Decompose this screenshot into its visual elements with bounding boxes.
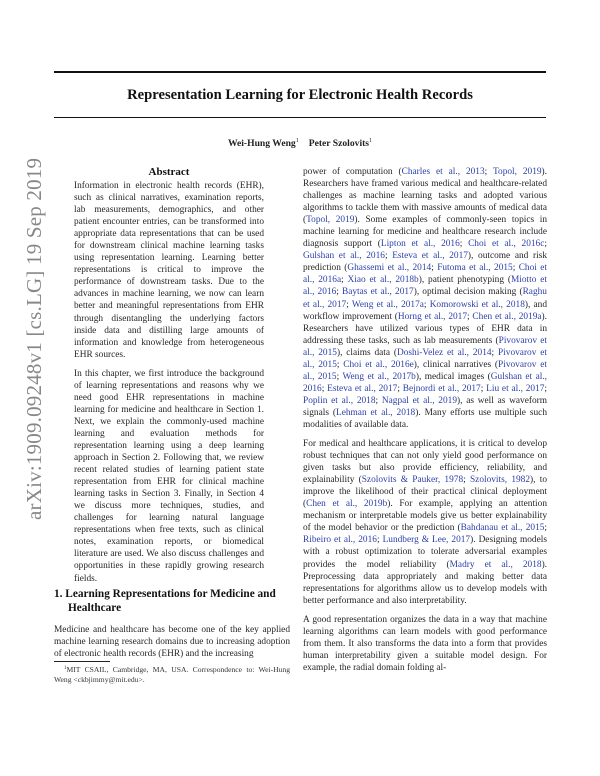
- section-paragraph: Medicine and healthcare has become one of the key applied machine learning research domains due to increasing adoption of electronic health records (EHR) and the increasing: [54, 625, 290, 660]
- section-heading: 1. Learning Representations for Medicine and Healthcare: [54, 588, 276, 614]
- citation-link[interactable]: Lehman et al., 2018: [336, 407, 416, 418]
- citation-link[interactable]: Doshi-Velez et al., 2014: [396, 347, 492, 358]
- text-run: ;: [384, 251, 393, 262]
- citation-link[interactable]: Lundberg & Lee, 2017: [382, 535, 471, 546]
- citation-link[interactable]: Gulshan et al., 2016: [303, 251, 385, 262]
- abstract-paragraph: Information in electronic health records (EHR), such as clinical narratives, examination reports, lab measurements, demographics, and other patient encounter entries, can be transformed into appropriate data representations that can be used for downstream clinical machine learning tasks using representation learning. Learning better representations is critical to improve the performance of downstream tasks. Due to the advances in machine learning, we now can learn better and meaningful representations from EHR through disentangling the underlying factors inside data and distilling large amounts of information and knowledge from heterogeneous EHR sources.: [74, 181, 264, 360]
- text-run: ), medical images (: [415, 371, 491, 382]
- footnote: [54, 664, 290, 685]
- text-run: ;: [544, 239, 547, 250]
- text-run: ). Many efforts use multiple such modalities of available data.: [303, 407, 548, 430]
- text-run: ;: [431, 263, 438, 274]
- citation-link[interactable]: Choi et al., 2016e: [343, 359, 414, 370]
- citation-link[interactable]: Bejnordi et al., 2017: [402, 383, 481, 394]
- text-run: ;: [544, 383, 548, 394]
- body-paragraph: A good representation organizes the data in a way that machine learning algorithms can learn models with good performance from them. It also transforms the data into a form that provides human interpretability given a suitable model design. For example, the radial domain folding al-: [303, 614, 547, 673]
- affiliation-mark[interactable]: 1: [369, 138, 373, 144]
- text-run: ). Researchers have utilized various types of EHR data in addressing these tasks, such as lab measurements (: [303, 311, 547, 346]
- text-run: ), claims data (: [336, 347, 397, 358]
- text-run: ;: [336, 371, 343, 382]
- citation-link[interactable]: Baytas et al., 2017: [342, 287, 414, 298]
- author-name: Peter Szolovits: [308, 138, 370, 149]
- citation-link[interactable]: Esteva et al., 2017: [327, 383, 398, 394]
- text-run: ). Designing models with a robust optimization to tolerate adversarial examples provides the model reliability (: [303, 535, 547, 570]
- citation-link[interactable]: Horng et al., 2017: [397, 311, 468, 322]
- citation-link[interactable]: Raghu et al., 2017: [303, 287, 547, 310]
- citation-link[interactable]: Pivovarov et al., 2015: [303, 347, 547, 370]
- title-rule-top: [54, 71, 546, 73]
- abstract-body: [74, 180, 264, 592]
- text-run: ;: [467, 311, 473, 322]
- citation-link[interactable]: Topol, 2019: [306, 215, 355, 226]
- text-run: ). For example, applying an attention mechanism or interpretable models give us better explainability of the model behavior or the prediction (: [303, 499, 547, 534]
- citation-link[interactable]: Szolovits, 1982: [469, 475, 531, 486]
- body-paragraph: [303, 166, 547, 431]
- citation-link[interactable]: Topol, 2019: [492, 167, 542, 177]
- text-run: ;: [321, 383, 328, 394]
- citation-link[interactable]: Szolovits & Pauker, 1978: [361, 475, 464, 486]
- affiliation-mark[interactable]: 1: [295, 138, 299, 144]
- footnote-mark: 1: [64, 666, 67, 671]
- author-list: [0, 138, 600, 149]
- citation-link[interactable]: Weng et al., 2017b: [342, 371, 416, 382]
- text-run: ;: [397, 383, 403, 394]
- abstract-heading: Abstract: [148, 166, 190, 178]
- text-run: ;: [336, 359, 344, 370]
- citation-link[interactable]: Bahdanau et al., 2015: [460, 523, 545, 534]
- citation-link[interactable]: Chen et al., 2019a: [472, 311, 542, 322]
- citation-link[interactable]: Weng et al., 2017a: [351, 299, 424, 310]
- text-run: For medical and healthcare applications, it is critical to develop robust techniques that can not only yield good performance on given tasks but also provide efficiency, reliability, and explainability (: [303, 439, 547, 486]
- text-run: ), and workflow improvement (: [303, 299, 547, 322]
- citation-link[interactable]: Xiao et al., 2018b: [347, 275, 419, 286]
- citation-link[interactable]: Choi et al., 2016a: [303, 263, 547, 286]
- text-run: ), outcome and risk prediction (: [303, 251, 548, 274]
- citation-link[interactable]: Futoma et al., 2015: [437, 263, 513, 274]
- right-column: [303, 166, 547, 681]
- text-run: ;: [423, 299, 430, 310]
- citation-link[interactable]: Nagpal et al., 2019: [381, 395, 457, 406]
- text-run: ), optimal decision making (: [413, 287, 523, 298]
- footnote-text: MIT CSAIL, Cambridge, MA, USA. Correspondence to: Wei-Hung Weng <ckbjimmy@mit.edu>.: [54, 665, 290, 684]
- text-run: ;: [544, 523, 547, 534]
- text-run: ), clinical narratives (: [413, 359, 499, 370]
- citation-link[interactable]: Komorowski et al., 2018: [429, 299, 525, 310]
- text-run: ;: [463, 475, 470, 486]
- text-run: ). Researchers have framed various medical and healthcare-related challenges as machine learning tasks and adopted various algorithms to tackle them with massive amounts of medical data (: [303, 167, 547, 226]
- text-run: power of computation (: [303, 167, 402, 177]
- text-run: ;: [512, 263, 519, 274]
- citation-link[interactable]: Lipton et al., 2016: [380, 239, 460, 250]
- citation-link[interactable]: Chen et al., 2019b: [306, 499, 388, 510]
- text-run: ). Some examples of commonly-seen topics in machine learning for medicine and healthcare research include diagnosis support (: [303, 215, 547, 250]
- text-run: ), as well as waveform signals (: [303, 395, 548, 418]
- text-run: ;: [459, 239, 469, 250]
- citation-link[interactable]: Choi et al., 2016c: [468, 239, 545, 250]
- citation-link[interactable]: Charles et al., 2013: [401, 167, 485, 177]
- citation-link[interactable]: Poplin et al., 2018: [303, 395, 376, 406]
- paper-title: Representation Learning for Electronic Health Records: [127, 87, 473, 103]
- text-run: ). Preprocessing data appropriately and making better data representations for algorithms allow us to develop models with better performance and also interpretability.: [303, 559, 548, 606]
- citation-link[interactable]: Miotto et al., 2016: [303, 275, 547, 298]
- citation-link[interactable]: Ghassemi et al., 2014: [347, 263, 432, 274]
- citation-link[interactable]: Liu et al., 2017: [486, 383, 545, 394]
- citation-link[interactable]: Ribeiro et al., 2016: [303, 535, 377, 546]
- footnote-rule: [54, 661, 110, 662]
- text-run: ;: [484, 167, 493, 177]
- text-run: ), to improve the likelihood of their practical clinical deployment (: [303, 475, 547, 510]
- text-run: ;: [336, 287, 342, 298]
- citation-link[interactable]: Pivovarov et al., 2015: [303, 335, 547, 358]
- arxiv-identifier-stamp[interactable]: arXiv:1909.09248v1 [cs.LG] 19 Sep 2019: [22, 157, 46, 520]
- title-rule-bottom: [54, 117, 546, 118]
- text-run: ), patient phenotyping (: [418, 275, 511, 286]
- citation-link[interactable]: Gulshan et al., 2016: [303, 371, 547, 394]
- text-run: ;: [491, 347, 498, 358]
- body-paragraph: [303, 438, 547, 607]
- text-run: ;: [341, 275, 348, 286]
- citation-link[interactable]: Esteva et al., 2017: [392, 251, 468, 262]
- text-run: ;: [375, 395, 382, 406]
- abstract-paragraph: In this chapter, we first introduce the background of learning representations and reasons why we need good EHR representations in machine learning for medicine and healthcare in Section 1. Next, we explain the commonly-used machine learning and evaluation methods for representation learning using a deep learning approach in Section 2. Following that, we review recent related studies of learning patient state representation from EHR for clinical machine learning tasks in Section 3. Finally, in Section 4 we discuss more techniques, studies, and challenges for learning natural language representations when free texts, such as clinical notes, examination reports, or biomedical literature are used. We also discuss challenges and opportunities in these rapidly growing research fields.: [74, 368, 264, 584]
- text-run: ;: [376, 535, 383, 546]
- text-run: ;: [480, 383, 487, 394]
- citation-link[interactable]: Pivovarov et al., 2015: [303, 359, 547, 382]
- text-run: ;: [346, 299, 352, 310]
- author-name: Wei-Hung Weng: [227, 138, 296, 149]
- citation-link[interactable]: Madry et al., 2018: [449, 559, 542, 570]
